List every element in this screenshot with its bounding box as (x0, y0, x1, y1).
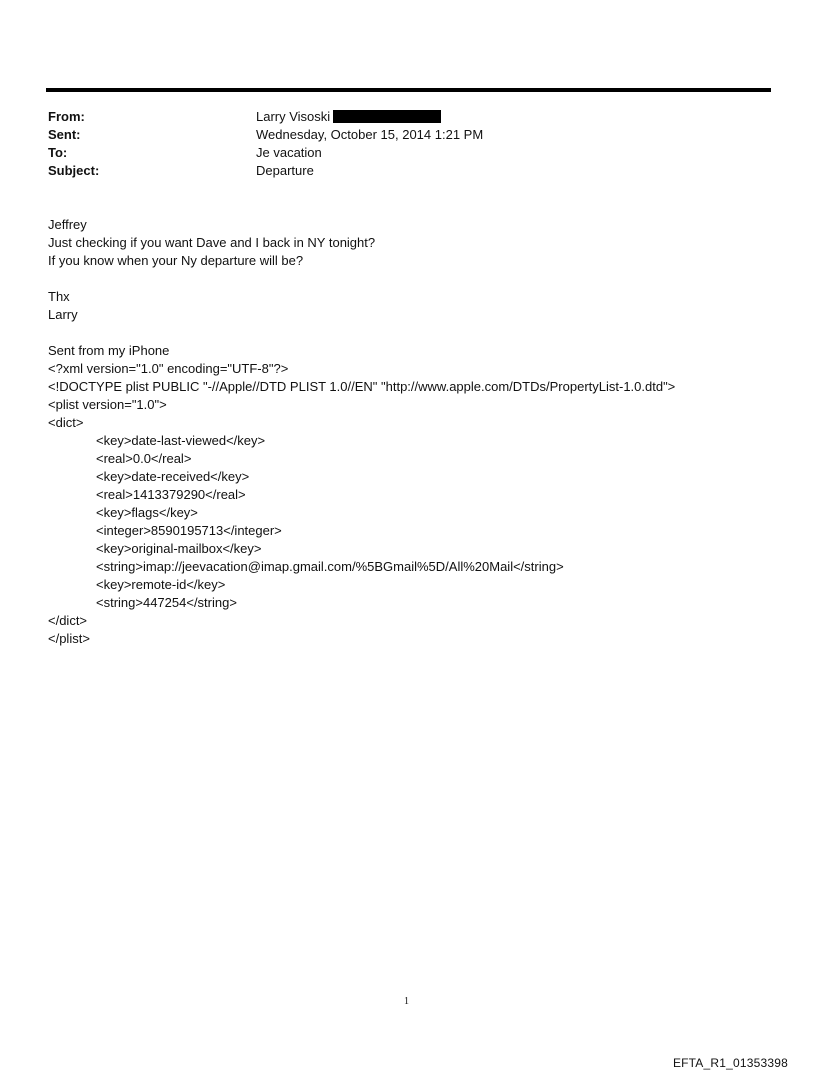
page-number: 1 (404, 996, 409, 1007)
plist-entry: <string>imap://jeevacation@imap.gmail.com/%5BGmail%5D/All%20Mail</string> (96, 559, 564, 574)
plist-doctype: <!DOCTYPE plist PUBLIC "-//Apple//DTD PLIST 1.0//EN" "http://www.apple.com/DTDs/PropertyList-1.0.dtd"> (48, 379, 676, 394)
dict-close-tag: </dict> (48, 613, 88, 628)
subject-label: Subject: (48, 163, 100, 178)
sent-value: Wednesday, October 15, 2014 1:21 PM (256, 127, 484, 142)
body-greeting: Jeffrey (48, 217, 87, 232)
plist-entry: <real>1413379290</real> (96, 487, 246, 502)
dict-open-tag: <dict> (48, 415, 84, 430)
plist-entry: <key>date-last-viewed</key> (96, 433, 266, 448)
sent-label: Sent: (48, 127, 81, 142)
plist-entry: <integer>8590195713</integer> (96, 523, 282, 538)
plist-entry: <key>date-received</key> (96, 469, 250, 484)
redaction-box (333, 110, 441, 123)
plist-entry: <string>447254</string> (96, 595, 237, 610)
from-name: Larry Visoski (256, 109, 331, 124)
plist-close-tag: </plist> (48, 631, 90, 646)
from-label: From: (48, 109, 85, 124)
plist-entry: <key>original-mailbox</key> (96, 541, 262, 556)
plist-entry: <real>0.0</real> (96, 451, 192, 466)
body-line: If you know when your Ny departure will be? (48, 253, 304, 268)
to-value: Je vacation (256, 145, 322, 160)
bates-number: EFTA_R1_01353398 (672, 1056, 788, 1070)
sent-from-line: Sent from my iPhone (48, 343, 170, 358)
header-rule (46, 88, 771, 92)
plist-xml-declaration: <?xml version="1.0" encoding="UTF-8"?> (48, 361, 289, 376)
to-label: To: (48, 145, 68, 160)
body-signature: Larry (48, 307, 78, 322)
body-line: Just checking if you want Dave and I back in NY tonight? (48, 235, 376, 250)
from-value (256, 108, 441, 126)
plist-open-tag: <plist version="1.0"> (48, 397, 167, 412)
plist-entry: <key>flags</key> (96, 505, 198, 520)
subject-value: Departure (256, 163, 314, 178)
body-thanks: Thx (48, 289, 70, 304)
plist-entry: <key>remote-id</key> (96, 577, 226, 592)
